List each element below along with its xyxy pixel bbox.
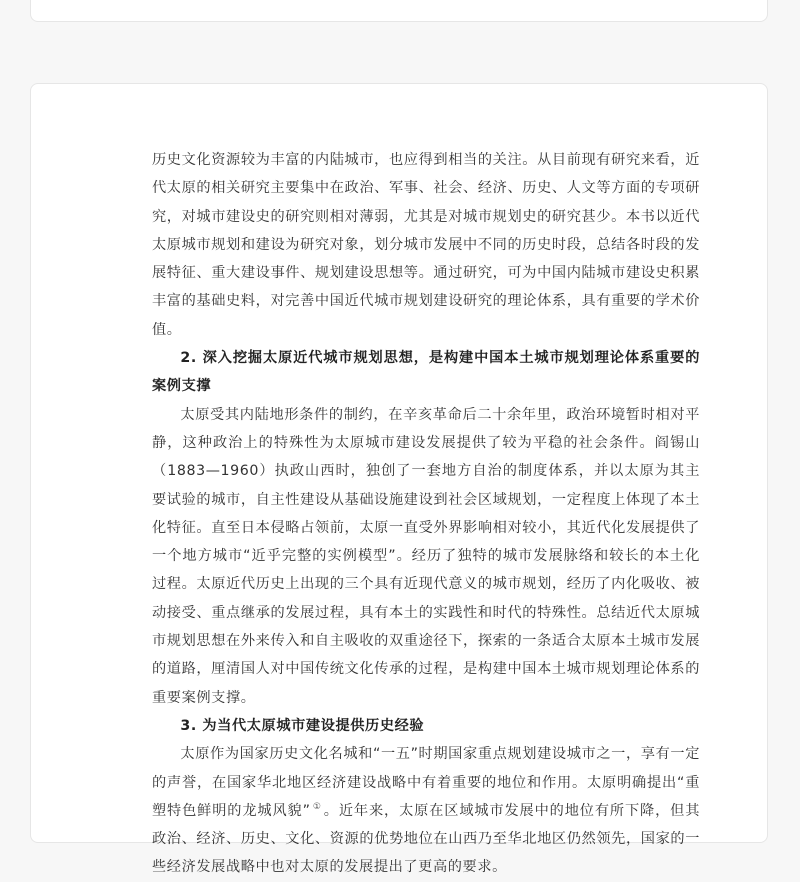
document-page-card [30, 83, 768, 876]
footnote-marker[interactable]: ① [312, 802, 322, 813]
paragraph-text-before-note: 太原作为国家历史文化名城和“一五”时期国家重点规划建设城市之一，享有一定的声誉，在国家华北地区经济建设战略中有着重要的地位和作用。太原明确提出“重塑特色鲜明的龙城风貌” [152, 746, 700, 819]
body-paragraph: 太原受其内陆地形条件的制约，在辛亥革命后二十余年里，政治环境暂时相对平静，这种政治上的特殊性为太原城市建设发展提供了较为平稳的社会条件。阎锡山（1883—1960）执政山西时，独创了一套地方自治的制度体系，并以太原为其主要试验的城市，自主性建设从基础设施建设到社会区域规划，一定程度上体现了本土化特征。直至日本侵略占领前，太原一直受外界影响相对较小，其近代化发展提供了一个地方城市“近乎完整的实例模型”。经历了独特的城市发展脉络和较长的本土化过程。太原近代历史上出现的三个具有近现代意义的城市规划，经历了内化吸收、被动接受、重点继承的发展过程，具有本土的实践性和时代的特殊性。总结近代太原城市规划思想在外来传入和自主吸收的双重途径下，探索的一条适合太原本土城市发展的道路，厘清国人对中国传统文化传承的过程，是构建中国本土城市规划理论体系的重要案例支撑。 [152, 406, 700, 706]
paragraph-text-after-note: 。近年来，太原在区域城市发展中的地位有所下降，但其政治、经济、历史、文化、资源的优势地位在山西乃至华北地区仍然领先，国家的一些经济发展战略中也对太原的发展提出了更高的要求。 [152, 802, 701, 876]
section-heading-2: 2. 深入挖掘太原近代城市规划思想，是构建中国本土城市规划理论体系重要的案例支撑 [152, 350, 700, 395]
previous-page-card [30, 0, 768, 22]
section-heading-3: 3. 为当代太原城市建设提供历史经验 [180, 717, 425, 734]
body-paragraph-with-footnote [152, 740, 700, 881]
body-paragraph: 历史文化资源较为丰富的内陆城市，也应得到相当的关注。从目前现有研究来看，近代太原的相关研究主要集中在政治、军事、社会、经济、历史、人文等方面的专项研究，对城市建设史的研究则相对薄弱，尤其是对城市规划史的研究甚少。本书以近代太原城市规划和建设为研究对象，划分城市发展中不同的历史时段，总结各时段的发展特征、重大建设事件、规划建设思想等。通过研究，可为中国内陆城市建设史积累丰富的基础史料，对完善中国近代城市规划建设研究的理论体系，具有重要的学术价值。 [152, 152, 700, 338]
document-body [152, 146, 700, 882]
